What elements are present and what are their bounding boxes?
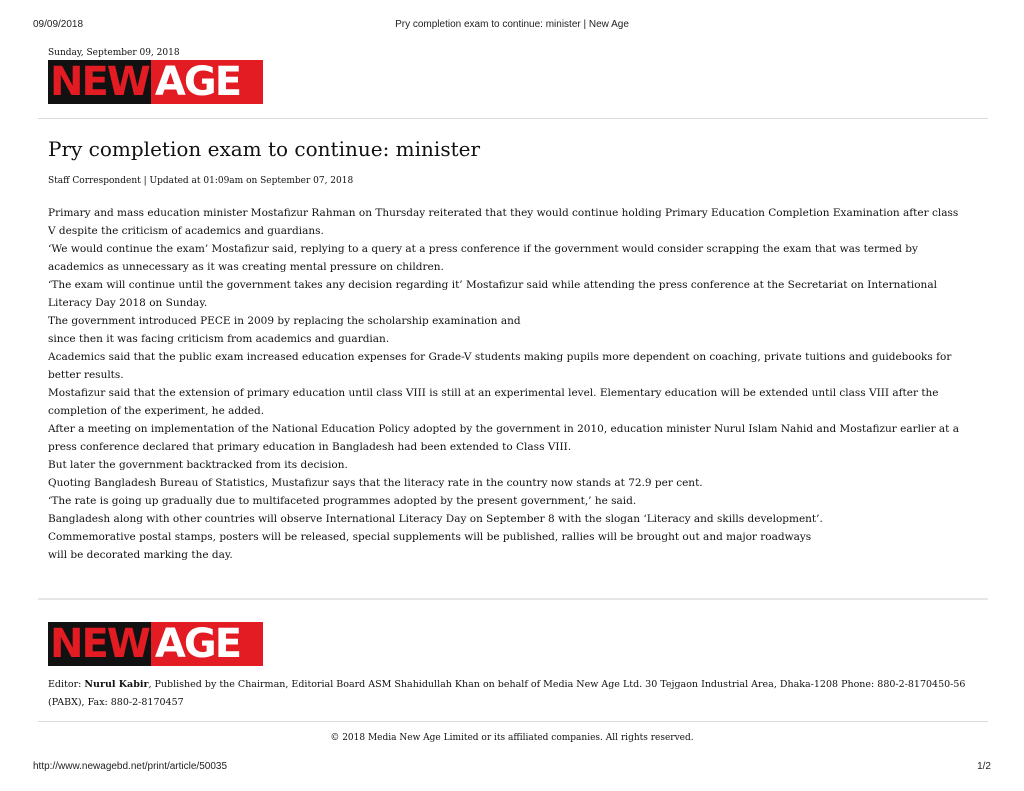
article-paragraph: ‘We would continue the exam’ Mostafizur said, replying to a query at a press conference if the government would consider scrapping the exam that was termed by academics as unnecessary as it was creating mental pressure on children. [48, 243, 918, 273]
article-paragraph: ‘The exam will continue until the government takes any decision regarding it’ Mostafizur said while attending the press conference at the Secretariat on International Literacy Day 2018 on Sunday. [48, 279, 937, 309]
article-paragraph: Bangladesh along with other countries will observe International Literacy Day on September 8 with the slogan ‘Literacy and skills development’. [48, 513, 823, 525]
logo-age-text: AGE [151, 60, 263, 104]
article-paragraph: But later the government backtracked from its decision. [48, 459, 348, 471]
copyright-divider [38, 721, 988, 722]
logo-new-text: NEW [50, 60, 149, 104]
article-body [48, 204, 968, 564]
article-paragraph: Primary and mass education minister Mostafizur Rahman on Thursday reiterated that they would continue holding Primary Education Completion Examination after class V despite the criticism of academics and guardians. [48, 207, 959, 237]
editor-name: Nurul Kabir [84, 679, 149, 690]
print-url[interactable]: http://www.newagebd.net/print/article/50035 [33, 761, 228, 772]
article-paragraph: The government introduced PECE in 2009 by replacing the scholarship examination and [48, 315, 521, 327]
copyright-notice: © 2018 Media New Age Limited or its affiliated companies. All rights reserved. [330, 733, 694, 743]
logo-new-text: NEW [50, 622, 149, 666]
print-footer [33, 761, 991, 775]
editor-label: Editor: [48, 679, 85, 690]
logo-age-text: AGE [151, 622, 263, 666]
footer-divider [38, 598, 988, 600]
article-paragraph: After a meeting on implementation of the National Education Policy adopted by the government in 2010, education minister Nurul Islam Nahid and Mostafizur earlier at a press conference declared that primary education in Bangladesh had been extended to Class VIII. [48, 423, 960, 453]
article-byline: Staff Correspondent | Updated at 01:09am on September 07, 2018 [48, 176, 354, 186]
article-paragraph: Commemorative postal stamps, posters will be released, special supplements will be published, rallies will be brought out and major roadways [48, 531, 812, 543]
newage-footer-logo[interactable] [48, 622, 263, 666]
print-date: 09/09/2018 [33, 19, 84, 30]
article-paragraph: Mostafizur said that the extension of primary education until class VIII is still at an experimental level. Elementary education will be extended until class VIII after the completion of the experiment, he added. [48, 387, 939, 417]
article-paragraph: will be decorated marking the day. [48, 549, 233, 561]
article-paragraph: Quoting Bangladesh Bureau of Statistics, Mustafizur says that the literacy rate in the country now stands at 72.9 per cent. [48, 477, 703, 489]
article-paragraph: ‘The rate is going up gradually due to multifaceted programmes adopted by the present government,’ he said. [48, 495, 637, 507]
imprint-details: , Published by the Chairman, Editorial Board ASM Shahidullah Khan on behalf of Media New Age Ltd. 30 Tejgaon Industrial Area, Dhaka-1208 Phone: 880-2-8170450-56 (PABX), Fax: 880-2-8170457 [48, 679, 966, 708]
publisher-imprint [48, 676, 968, 712]
article-paragraph: Academics said that the public exam increased education expenses for Grade-V students making pupils more dependent on coaching, private tuitions and guidebooks for better results. [48, 351, 952, 381]
print-header [33, 19, 991, 33]
newage-logo[interactable] [48, 60, 263, 104]
site-dateline: Sunday, September 09, 2018 [48, 48, 180, 58]
print-page-title: Pry completion exam to continue: minister | New Age [395, 19, 629, 30]
header-divider [38, 118, 988, 119]
article-paragraph: since then it was facing criticism from academics and guardian. [48, 333, 390, 345]
print-page-number: 1/2 [977, 761, 991, 772]
article-headline: Pry completion exam to continue: minister [48, 137, 481, 161]
